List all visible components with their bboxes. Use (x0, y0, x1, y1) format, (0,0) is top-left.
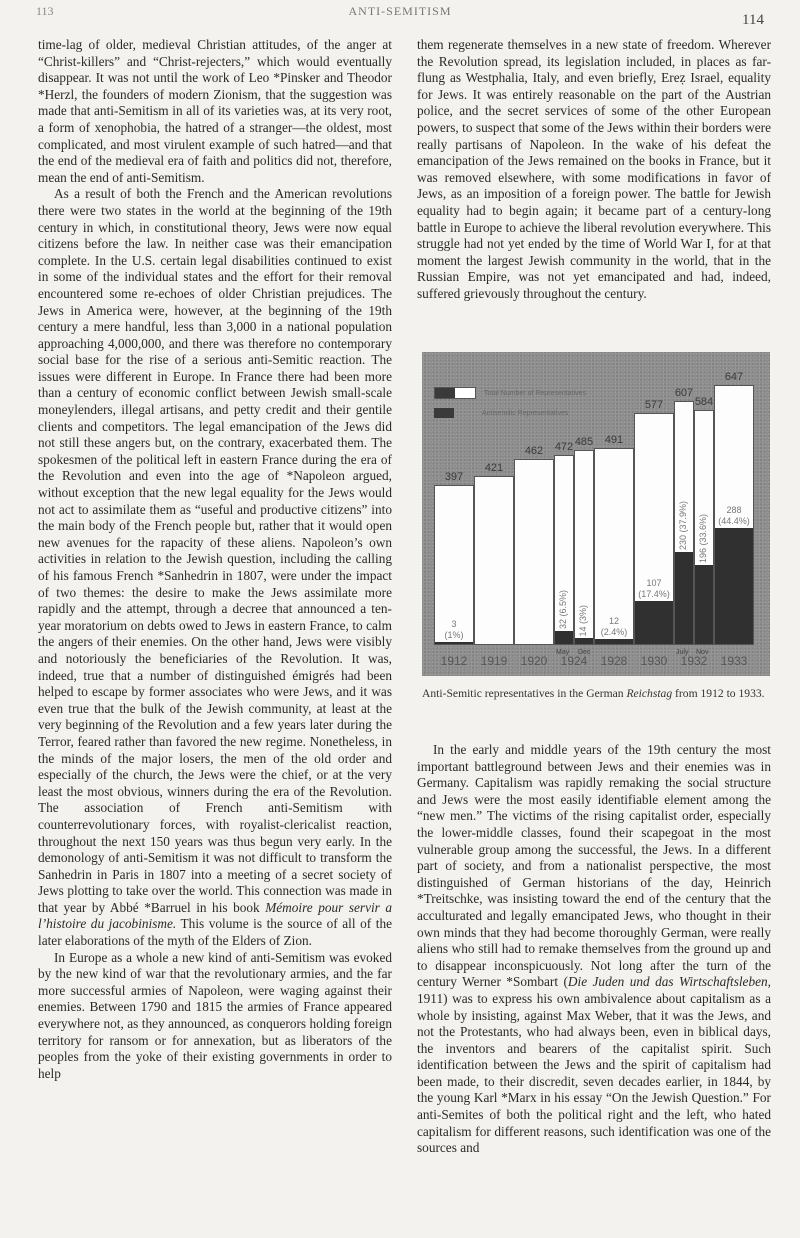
bar-total-label: 485 (574, 436, 594, 449)
bar-1920 (514, 459, 554, 645)
left-page-number: 113 (36, 4, 54, 18)
bar-total-label: 397 (444, 471, 464, 484)
book-title: Mémoire pour servir a l’histoire du jacobinisme. (38, 899, 392, 932)
anti-value-label: 3 (1%) (444, 619, 464, 640)
paragraph: time-lag of older, medieval Christian attitudes, of the anger at “Christ-killers” and “Christ-rejecters,” which would eventually disappear. It was not until the work of Leo *Pinsker and Theodor *Herzl, the founders of modern Zionism, that the suggestion was made that anti-Semitism in all of its varieties was, at its very root, a form of xenophobia, the hatred of a stranger—the oldest, most complicated, and most virulent example of such hatred—and that the end of the medieval era of faith and politics did not, therefore, mean the end of anti-Semitism. (38, 37, 392, 185)
anti-segment (715, 528, 753, 644)
x-axis-sub-label: Dec (578, 649, 591, 656)
bar-total-label: 647 (724, 371, 744, 383)
x-axis-year-label: 1919 (480, 654, 508, 668)
bar-total-label: 462 (524, 445, 544, 458)
anti-segment (575, 638, 593, 644)
anti-segment (555, 631, 573, 644)
bar-total-label: 607 (674, 387, 694, 400)
left-column (38, 37, 392, 1082)
bar-total-label: 421 (484, 461, 504, 474)
paragraph: them regenerate themselves in a new state of freedom. Wherever the Revolution spread, its legislation included, in places as far-flung as Westphalia, Italy, and even briefly, Ereẓ Israel, equality for Jews. It was entirely reasonable on the part of the Austrian police, and the secret services of some of the other European powers, to suspect that some of the Jews within their borders were really partisans of Napoleon. In the wake of his defeat the emancipation of the Jews remained on the books in France, but it was removed elsewhere, with some modifications in favor of Jews, as an imposition of a foreign power. The battle for Jewish equality had to begin again; it became part of a century-long battle in Europe to achieve the liberal revolution everywhere. This struggle had not yet ended by the time of World War I, for at that moment the largest Jewish community in the world, that in the Russian Empire, was not yet emancipated and had, indeed, suffered grievously throughout the century. (417, 37, 771, 301)
anti-value-label: 12 (2.4%) (600, 616, 628, 638)
x-axis-year-label: 1912 (440, 654, 468, 668)
chart-plot-area (422, 352, 770, 676)
x-axis-year-label: 1924 (560, 654, 588, 668)
x-axis-year-label: 1932 (680, 654, 708, 668)
x-axis-year-label: 1933 (720, 654, 748, 668)
x-axis-sub-label: May (556, 649, 570, 656)
bar-total-label: 472 (554, 441, 574, 454)
anti-segment (595, 639, 633, 644)
anti-segment (435, 642, 473, 644)
x-axis-year-label: 1920 (520, 654, 548, 668)
right-column-bottom (417, 742, 771, 1157)
book-title: Die Juden und das Wirtschaftsleben, (567, 974, 771, 990)
bar-total-label: 491 (604, 433, 624, 446)
anti-value-label: 32 (6.5%) (558, 590, 568, 630)
paragraph: As a result of both the French and the American revolutions there were two states in the world at the beginning of the 19th century in which, in constitutional theory, Jews were now equal citizens before the law. In neither case was their emancipation complete. In the U.S. certain legal disabilities continued to exist in some of the individual states and the effort for their removal encountered some re-echoes of older Christian prejudices. The Jews in America were, however, at the beginning of the 19th century a mere handful, less than 3,000 in a national population approaching 4,000,000, and there was therefore no contemporary social base for the rise of a serious anti-Semitic reaction. The issues were different in Europe. In France there had been more than a century of economic conflict between Jewish small-scale moneylenders, illegal artisans, and petty credit and their gentile clients and competitors. The legal emancipation of the Jews did not still these angers but, on the contrary, exacerbated them. The spokesmen of the political left in eastern France during the era of the Revolution and even into the age of *Napoleon argued, without exception that the new legal equality for the Jews would not act to assimilate them as “useful and productive citizens” into the main body of the French people but, rather that it would open new avenues for the rapacity of these aliens. Napoleon’s own activities in relation to the Jewish question, including the calling of his famous French *Sanhedrin in 1807, were under the impact of two themes: the desire to make the Jews assimilate more rapidly and the attempt, through a decree that announced a ten-year moratorium on debts owed to Jews in eastern France, to calm the angers of their enemies. On the other hand, Jews were visibly and notoriously the beneficiaries of the Revolution. It was, indeed, true that a number of distinguished émigrés had been helped to escape by former associates who were Jews, and it was even true that the bulk of the Jewish community, at least at the very beginning of the Revolution and a few years later during the Terror, feared rather than favored the new regime. Nonetheless, in the minds of the major losers, the men of the old order and especially of the church, the Jews were the chief, or at the very least the most obvious, winners during the era of the Revolution. The association of French anti-Semitism with counterrevolutionary forces, with royalist-clericalist reaction, throughout the next 150 years was thus begun very early. In the demonology of anti-Semitism it was not difficult to transform the Sanhedrin in Paris in 1807 into a meeting of a secret society of Jews plotting to take over the world. This connection was made in that year by Abbé *Barruel in his book Mémoire pour servir a l’histoire du jacobinisme. This volume is the source of all of the later elaborations of the myth of the Elders of Zion. (38, 186, 392, 949)
anti-value-label: 288 (44.4%) (718, 505, 750, 527)
anti-segment (695, 565, 713, 644)
legend-item-total: Total Number of Representatives (434, 387, 586, 399)
anti-segment (635, 601, 673, 644)
paragraph: In the early and middle years of the 19th century the most important battleground between Jews and their enemies was in Germany. Capitalism was rapidly remaking the social structure and Jews were the most easily identifiable element among the “new men.” The victims of the rising capitalist order, especially the lower-middle classes, found their scapegoat in the most vulnerable group among the successful, the Jews. In a different part of society, and from a nationalist perspective, the most distinguished of German historians of the day, Heinrich *Treitschke, was insisting toward the end of the century that the acculturated and legally emancipated Jews, who thought in their own minds that they had become thoroughly German, were really aliens who still had to remake themselves from the ground up and to disappear inconspicuously. Not long after the turn of the century Werner *Sombart (Die Juden und das Wirtschaftsleben, 1911) was to express his own ambivalence about capitalism as a whole by insisting, against Max Weber, that it was the Jews, and not the Protestants, who had always been, even in biblical days, the inventors and bearers of the capitalist spirit. Such identification between the Jews and the spirit of capitalism had been made, to their discredit, seven decades earlier, in 1844, by the young Karl *Marx in his essay “On the Jewish Question.” For anti-Semites of both the political right and the left, who hated capitalism for different reasons, such identification was one of the sources and (417, 742, 771, 1156)
bar-total-label: 584 (694, 396, 714, 409)
anti-value-label: 14 (3%) (578, 604, 588, 637)
anti-value-label: 107 (17.4%) (638, 578, 670, 600)
right-page-number: 114 (742, 12, 764, 28)
anti-segment (675, 552, 693, 644)
x-axis-sub-label: Nov (696, 649, 709, 656)
running-title: ANTI-SEMITISM (348, 4, 452, 18)
anti-value-label: 230 (37.9%) (678, 500, 688, 550)
anti-value-label: 196 (33.6%) (698, 514, 708, 564)
x-axis-sub-label: July (676, 649, 689, 656)
bar-total-label: 577 (644, 399, 664, 412)
x-axis-year-label: 1930 (640, 654, 668, 668)
bar-1930 (634, 413, 674, 645)
paragraph: In Europe as a whole a new kind of anti-Semitism was evoked by the new kind of war that the revolutionary armies, and the far more successful armies of Napoleon, were waging against their enemies. Between 1790 and 1815 the armies of France appeared everywhere not, as they announced, as conquerors holding foreign territory for ransom or for annexation, but as liberators of the peoples from the yoke of their existing governments in order to help (38, 949, 392, 1081)
figure-caption: Anti-Semitic representatives in the German Reichstag from 1912 to 1933. (422, 687, 765, 700)
x-axis-year-label: 1928 (600, 654, 628, 668)
running-head (0, 2, 800, 32)
bar-1919 (474, 476, 514, 645)
legend-item-anti: Antisemitic Representatives (434, 407, 586, 419)
right-column-top (417, 37, 771, 303)
reichstag-bar-chart (422, 352, 770, 676)
